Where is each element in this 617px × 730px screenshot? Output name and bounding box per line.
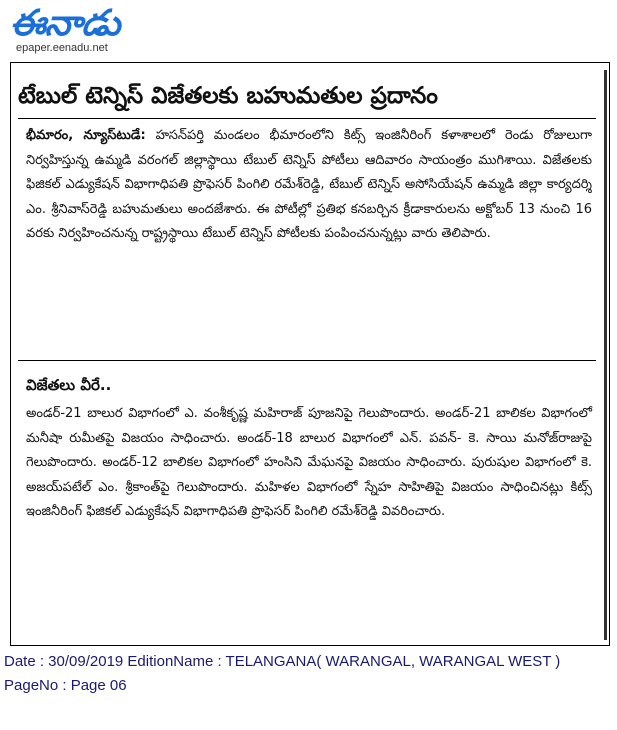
eenadu-logo[interactable]: ఈనాడు (10, 3, 120, 44)
edition-footer: Date : 30/09/2019 EditionName : TELANGANA( WARANGAL, WARANGAL WEST ) PageNo : Page 06 (4, 653, 561, 694)
winners-subhead: విజేతలు వీరే.. (26, 376, 112, 394)
article-dateline: భీమారం, న్యూస్‌టుడే: (26, 128, 146, 143)
headline-rule (18, 118, 596, 119)
article-body-1-text: హసన్‌పర్తి మండలం భీమారంలోని కిట్స్ ఇంజినీరింగ్ కళాశాలలో రెండు రోజులుగా నిర్వహిస్తున్న ఉమ్మడి వరంగల్ జిల్లాస్థాయి టేబుల్ టెన్నిస్ పోటీలు ఆదివారం సాయంత్రం ముగిశాయి. విజేతలకు ఫిజికల్ ఎడ్యుకేషన్ విభాగాధిపతి ప్రొఫెసర్ పింగిలి రమేశ్‌రెడ్డి, టేబుల్ టెన్నిస్ అసోసియేషన్ ఉమ్మడి జిల్లా కార్యదర్శి ఎం. శ్రీనివాస్‌రెడ్డి బహుమతులు అందజేశారు. ఈ పోటీల్లో ప్రతిభ కనబర్చిన క్రీడాకారులను అక్టోబర్ 13 నుంచి 16 వరకు నిర్వహించనున్న రాష్ట్రస్థాయి టేబుల్ టెన్నిస్ పోటీలకు పంపించనున్నట్లు వారు తెలిపారు. (26, 128, 593, 241)
section-rule (18, 360, 596, 361)
epaper-url[interactable]: epaper.eenadu.net (16, 42, 108, 54)
article-body-1 (26, 124, 592, 247)
column-divider (604, 70, 607, 640)
article-headline: టేబుల్ టెన్నిస్ విజేతలకు బహుమతుల ప్రదానం (18, 83, 438, 109)
article-body-2: అండర్-21 బాలుర విభాగంలో ఎ. వంశీకృష్ణ మహిరాజ్ పూజనిపై గెలుపొందారు. అండర్-21 బాలికల విభాగంలో మనీషా రుమీతపై విజయం సాధించారు. అండర్-18 బాలుర విభాగంలో ఎన్. పవన్- కె. సాయి మనోజ్‌రాజుపై గెలుపొందారు. అండర్-12 బాలికల విభాగంలో హంసిని మేఘనపై విజయం సాధించారు. పురుషుల విభాగంలో కె. అజయ్‌పటేల్ ఎం. శ్రీకాంత్‌పై గెలుపొందారు. మహిళల విభాగంలో స్నేహ సాహితిపై విజయం సాధించినట్లు కిట్స్ ఇంజినీరింగ్ ఫిజికల్ ఎడ్యుకేషన్ విభాగాధిపతి ప్రొఫెసర్ పింగిలి రమేశ్‌రెడ్డి వివరించారు. (26, 406, 592, 519)
masthead (10, 4, 210, 54)
